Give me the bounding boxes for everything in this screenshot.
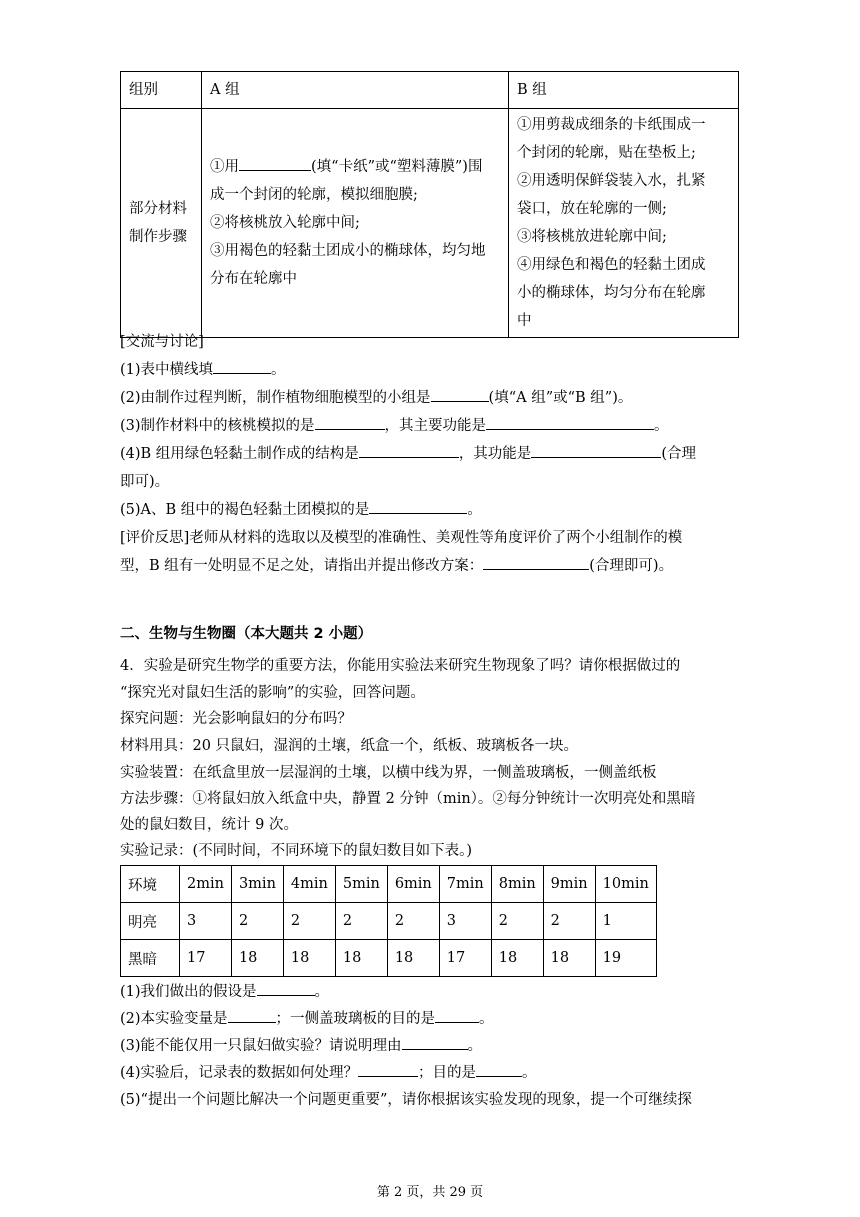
woodlouse-count-table [120,865,657,977]
answer-blank[interactable] [531,443,661,459]
table-cell: 2 [491,903,543,940]
discussion-title: [交流与讨论] [120,334,204,350]
table-cell: 2 [543,903,595,940]
answer-blank[interactable] [486,415,654,431]
b-step-line: ③将核桃放进轮廓中间; [517,229,667,245]
answer-blank[interactable] [358,1062,418,1078]
question-1: (1)表中横线填 。 [120,356,745,384]
question-2: (2)由制作过程判断，制作植物细胞模型的小组是 (填“A 组”或“B 组”)。 [120,384,745,412]
b-step-line: 个封闭的轮廓，贴在垫板上; [517,145,696,161]
table-cell: 18 [335,940,387,977]
table-cell: 2 [283,903,335,940]
row-label-bright: 明亮 [121,903,180,940]
table-cell: 19 [595,940,656,977]
table-cell: 17 [180,940,232,977]
answer-blank[interactable] [257,981,315,997]
reflection-line1: [评价反思]老师从材料的选取以及模型的准确性、美观性等角度评价了两个小组制作的模 [120,530,683,546]
answer-blank[interactable] [239,156,311,172]
header-group-a: A 组 [202,72,509,109]
answer-blank[interactable] [476,1062,522,1078]
b-step-line: 中 [517,313,532,329]
q2-5: (5)“提出一个问题比解决一个问题更重要”，请你根据该实验发现的现象，提一个可继续探 [120,1092,692,1108]
table-cell: 2 [335,903,387,940]
question-5: (5)A、B 组中的褐色轻黏土团模拟的是 。 [120,496,745,524]
time-header: 2min [180,866,232,903]
model-materials-table [120,71,739,338]
table-cell: 18 [491,940,543,977]
table-cell: 2 [231,903,283,940]
group-a-steps [202,109,509,338]
table-cell: 3 [439,903,491,940]
b-step-line: 袋口，放在轮廓的一侧; [517,201,667,217]
q4-intro-line2: “探究光对鼠妇生活的影响”的实验，回答问题。 [120,685,425,701]
b-step-line: 小的椭球体，均匀分布在轮廓 [517,285,706,301]
row-label-line1: 部分材料 [129,201,187,217]
answer-blank[interactable] [431,387,489,403]
q2-4: (4)实验后，记录表的数据如何处理？ ；目的是 。 [120,1059,745,1087]
table-cell: 2 [387,903,439,940]
answer-blank[interactable] [483,555,589,571]
materials: 材料用具：20 只鼠妇，湿润的土壤，纸盒一个，纸板、玻璃板各一块。 [120,738,579,754]
question-4: (4)B 组用绿色轻黏土制作成的结构是 ，其功能是 (合理 [120,440,745,468]
a-step-3: ③用褐色的轻黏土团成小的椭球体，均匀地 [210,243,486,259]
question-3: (3)制作材料中的核桃模拟的是 ，其主要功能是 。 [120,412,745,440]
a-step-1: ①用 (填“卡纸”或“塑料薄膜”)围 [210,153,500,181]
table-row [121,109,739,338]
answer-blank[interactable] [359,443,459,459]
header-environment: 环境 [121,866,180,903]
a-step-3b: 分布在轮廓中 [210,271,297,287]
time-header: 10min [595,866,656,903]
answer-blank[interactable] [213,359,271,375]
time-header: 9min [543,866,595,903]
b-step-line: ②用透明保鲜袋装入水，扎紧 [517,173,706,189]
answer-blank[interactable] [228,1008,276,1024]
row-label-line2: 制作步骤 [129,229,187,245]
method-line2: 处的鼠妇数目，统计 9 次。 [120,817,298,833]
method-line1: 方法步骤：①将鼠妇放入纸盒中央，静置 2 分钟（min）。②每分钟统计一次明亮处和黑暗 [120,791,696,807]
q4-intro-line1: 4．实验是研究生物学的重要方法，你能用实验法来研究生物现象了吗？请你根据做过的 [120,658,681,674]
q2-1: (1)我们做出的假设是 。 [120,978,745,1006]
time-header: 7min [439,866,491,903]
table-cell: 18 [387,940,439,977]
time-header: 6min [387,866,439,903]
header-group: 组别 [121,72,202,109]
answer-blank[interactable] [315,415,385,431]
table-cell: 18 [231,940,283,977]
record-caption: 实验记录：(不同时间，不同环境下的鼠妇数目如下表。) [120,843,473,859]
answer-blank[interactable] [369,499,467,515]
row-label-dark: 黑暗 [121,940,180,977]
q2-2: (2)本实验变量是 ；一侧盖玻璃板的目的是 。 [120,1005,745,1033]
time-header: 5min [335,866,387,903]
a-step-1b: 成一个封闭的轮廓，模拟细胞膜; [210,187,418,203]
time-header: 8min [491,866,543,903]
group-b-steps [509,109,739,338]
table-cell: 3 [180,903,232,940]
table-row [121,940,657,977]
device: 实验装置：在纸盒里放一层湿润的土壤，以横中线为界，一侧盖玻璃板，一侧盖纸板 [120,765,657,781]
answer-blank[interactable] [435,1008,479,1024]
b-step-line: ①用剪裁成细条的卡纸围成一 [517,117,706,133]
table-row [121,903,657,940]
time-header: 4min [283,866,335,903]
page-footer: 第 2 页，共 29 页 [376,1185,484,1200]
a-step-2: ②将核桃放入轮廓中间; [210,215,360,231]
table-cell: 18 [283,940,335,977]
table-header-row [121,72,739,109]
row-label [121,109,202,338]
table-cell: 1 [595,903,656,940]
section-heading: 二、生物与生物圈（本大题共 2 小题） [120,626,373,642]
header-group-b: B 组 [509,72,739,109]
table-cell: 17 [439,940,491,977]
reflection-line2: 型，B 组有一处明显不足之处，请指出并提出修改方案： (合理即可)。 [120,552,745,580]
question-4-cont: 即可)。 [120,474,170,490]
q2-3: (3)能不能仅用一只鼠妇做实验？请说明理由 。 [120,1032,745,1060]
table-cell: 18 [543,940,595,977]
problem: 探究问题：光会影响鼠妇的分布吗？ [120,711,352,727]
answer-blank[interactable] [402,1035,468,1051]
table-header-row [121,866,657,903]
time-header: 3min [231,866,283,903]
b-step-line: ④用绿色和褐色的轻黏土团成 [517,257,706,273]
